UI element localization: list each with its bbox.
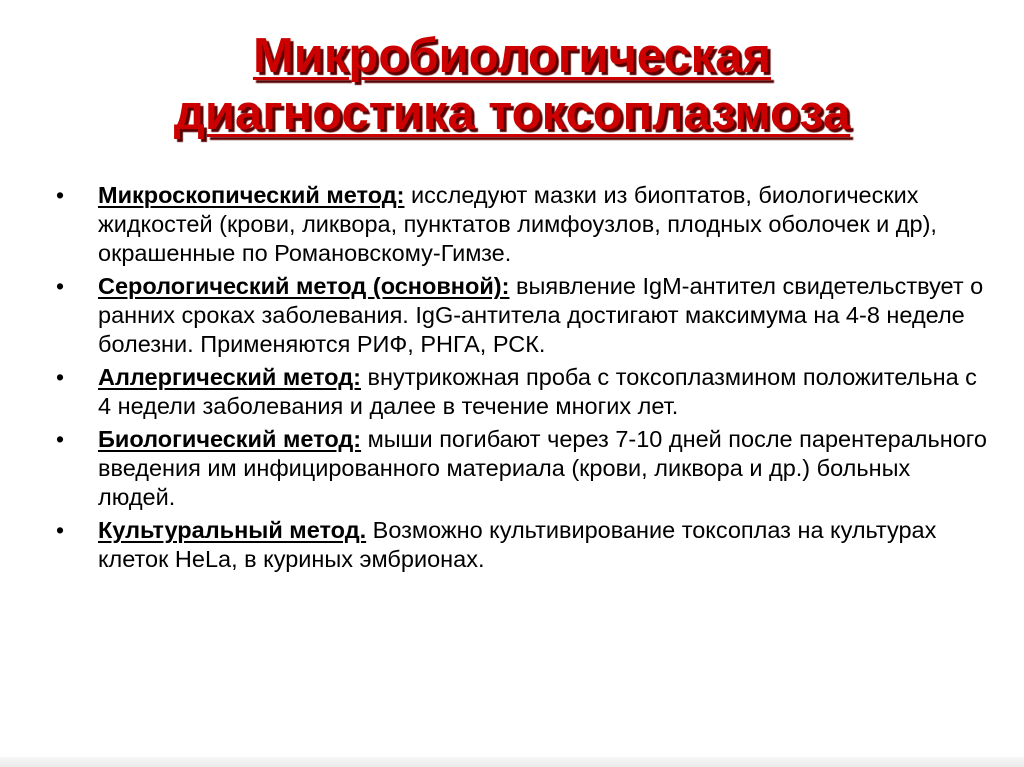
method-description: Возможно культивирование токсоплаз на культурах клеток HeLa, в куриных эмбрионах. [98, 517, 937, 572]
bullet-icon: • [56, 273, 65, 299]
method-term: Биологический метод: [98, 426, 362, 452]
bullet-list [52, 181, 992, 578]
method-description: внутрикожная проба с токсоплазмином положительна с 4 недели заболевания и далее в течение многих лет. [98, 364, 977, 419]
bullet-icon: • [56, 426, 65, 452]
method-term: Серологический метод (основной): [98, 273, 510, 299]
method-description: мыши погибают через 7-10 дней после парентерального введения им инфицированного материала (крови, ликвора и др.) больных людей. [98, 426, 987, 510]
method-description: исследуют мазки из биоптатов, биологических жидкостей (крови, ликвора, пунктатов лимфоузлов, плодных оболочек и др), окрашенные по Романовскому-Гимзе. [98, 182, 937, 266]
bullet-icon: • [56, 364, 65, 390]
bullet-icon: • [56, 182, 65, 208]
bullet-item-serological [52, 272, 992, 359]
bullet-item-cultural [52, 516, 992, 574]
method-description: выявление IgM-антител свидетельствует о ранних сроках заболевания. IgG-антитела достигают максимума на 4-8 неделе болезни. Применяются РИФ, РНГА, РСК. [98, 273, 984, 357]
method-term: Аллергический метод: [98, 364, 361, 390]
bullet-item-allergic [52, 363, 992, 421]
bullet-icon: • [56, 517, 65, 543]
method-term: Культуральный метод. [98, 517, 367, 543]
bullet-item-microscopic [52, 181, 992, 268]
title-line-1: Микробиологическая [252, 29, 772, 83]
method-term: Микроскопический метод: [98, 182, 405, 208]
bullet-item-biological [52, 425, 992, 512]
slide-bottom-edge [0, 757, 1024, 767]
title-line-2: диагностика токсоплазмоза [173, 86, 851, 140]
slide-title [0, 28, 1024, 142]
